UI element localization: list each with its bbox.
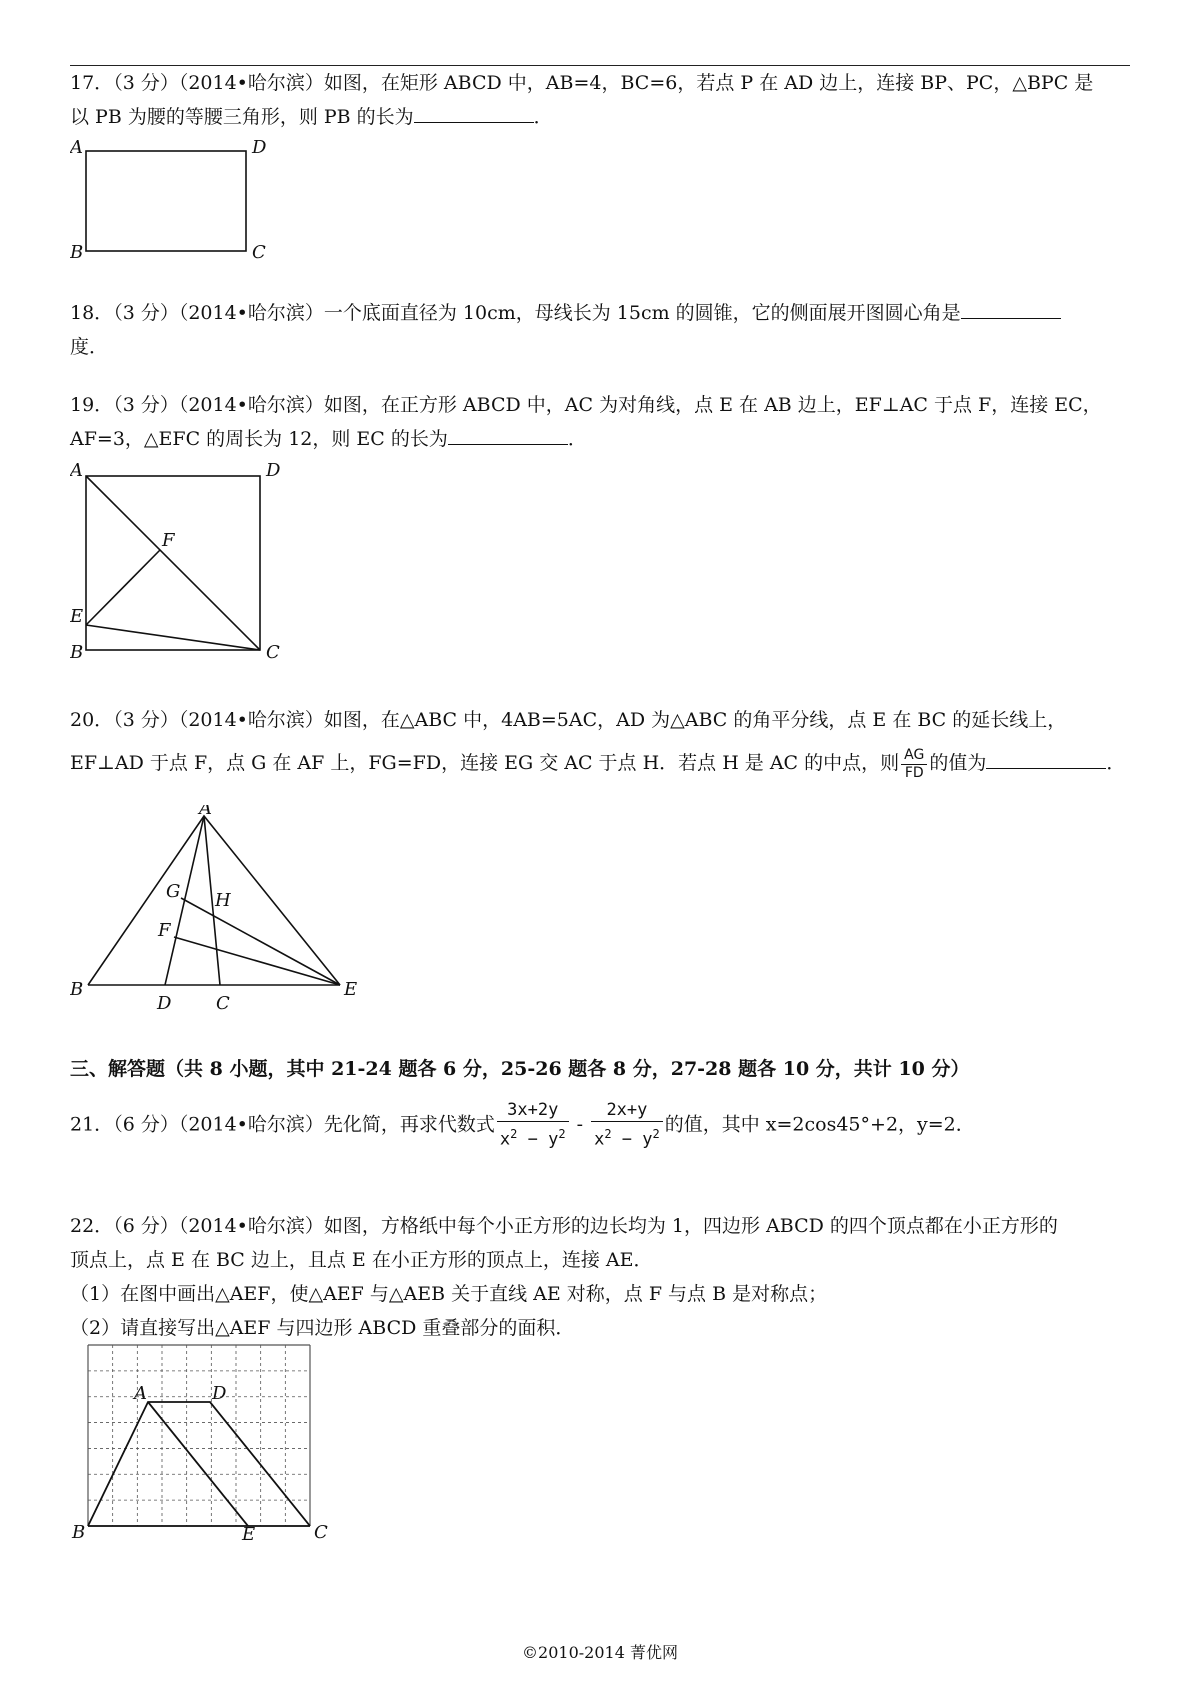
- fraction-numerator: 3x+2y: [497, 1099, 569, 1122]
- punctuation: ．: [567, 428, 587, 450]
- question-number: 20．: [70, 709, 114, 731]
- minus-sign: -: [570, 1113, 590, 1136]
- question-number: 17．: [70, 72, 114, 94]
- answer-blank[interactable]: [961, 296, 1061, 319]
- question-text: 度．: [70, 336, 109, 358]
- question-number: 18．: [70, 302, 114, 324]
- fraction-denominator: FD: [904, 764, 924, 781]
- label-a: A: [70, 460, 83, 481]
- fraction-numerator: AG: [901, 747, 927, 765]
- question-22: [70, 1209, 1132, 1345]
- fraction-ag-fd: [901, 747, 927, 782]
- label-h: H: [215, 890, 231, 911]
- figure-rectangle-abcd: [70, 135, 270, 264]
- label-c: C: [314, 1522, 328, 1543]
- question-source: （6 分）（2014•哈尔滨）: [113, 1215, 324, 1237]
- question-text: 如图，在正方形 ABCD 中，AC 为对角线，点 E 在 AB 边上，EF⊥AC 于点 F，连接 EC，: [323, 394, 1102, 416]
- fraction-1: [497, 1099, 569, 1152]
- question-source: （3 分）（2014•哈尔滨）: [113, 394, 324, 416]
- question-source: （3 分）（2014•哈尔滨）: [113, 72, 324, 94]
- segment-ec: [86, 625, 260, 650]
- segment-ae: [148, 1402, 248, 1526]
- segment-fe: [174, 937, 340, 985]
- diagonal-ac: [86, 476, 260, 650]
- question-text: 顶点上，点 E 在 BC 边上，且点 E 在小正方形的顶点上，连接 AE．: [70, 1249, 653, 1271]
- question-source: （6 分）（2014•哈尔滨）: [113, 1113, 324, 1136]
- label-e: E: [344, 979, 358, 1000]
- label-f: F: [162, 530, 175, 551]
- fraction-denominator: $x^2 - y^2$: [594, 1127, 660, 1150]
- question-text: EF⊥AD 于点 F，点 G 在 AF 上，FG=FD，连接 EG 交 AC 于点 H．若点 H 是 AC 的中点，则: [70, 752, 900, 774]
- answer-blank[interactable]: [414, 100, 534, 123]
- label-b: B: [72, 1522, 86, 1543]
- question-number: 21．: [70, 1113, 114, 1136]
- fraction-denominator: $x^2 - y^2$: [499, 1127, 566, 1150]
- label-d: D: [266, 460, 281, 481]
- question-text: 一个底面直径为 10cm，母线长为 15cm 的圆锥，它的侧面展开图圆心角是: [323, 302, 961, 324]
- label-b: B: [70, 642, 84, 663]
- fraction-2: [591, 1099, 663, 1152]
- sides-ab-ae: [88, 816, 340, 985]
- question-part-1: （1）在图中画出△AEF，使△AEF 与△AEB 关于直线 AE 对称，点 F 与点 B 是对称点；: [70, 1283, 828, 1305]
- question-19: [70, 388, 1132, 456]
- label-e: E: [242, 1524, 256, 1543]
- question-text: 如图，方格纸中每个小正方形的边长均为 1，四边形 ABCD 的四个顶点都在小正方形的: [323, 1215, 1058, 1237]
- grid-lines: [88, 1345, 310, 1526]
- segment-ge: [181, 898, 340, 985]
- label-a: A: [70, 137, 83, 158]
- label-g: G: [166, 881, 181, 902]
- answer-blank[interactable]: [448, 422, 568, 445]
- rectangle-shape: [86, 151, 246, 251]
- punctuation: ．: [1106, 752, 1126, 774]
- question-text: 的值为: [929, 752, 987, 774]
- question-20-line2: [70, 746, 1132, 782]
- question-part-2: （2）请直接写出△AEF 与四边形 ABCD 重叠部分的面积．: [70, 1317, 575, 1339]
- label-a: A: [134, 1383, 147, 1404]
- label-c: C: [266, 642, 280, 663]
- label-b: B: [70, 979, 84, 1000]
- label-d: D: [157, 993, 172, 1014]
- label-c: C: [216, 993, 230, 1014]
- question-number: 22．: [70, 1215, 114, 1237]
- label-f: F: [158, 920, 171, 941]
- question-text: 以 PB 为腰的等腰三角形，则 PB 的长为: [70, 106, 414, 128]
- question-text: 如图，在△ABC 中，4AB=5AC，AD 为△ABC 的角平分线，点 E 在 BC 的延长线上，: [323, 709, 1067, 731]
- figure-triangle-abc: [70, 805, 370, 1024]
- label-d: D: [212, 1383, 227, 1404]
- label-e: E: [70, 606, 84, 627]
- question-source: （3 分）（2014•哈尔滨）: [113, 709, 324, 731]
- label-b: B: [70, 242, 84, 260]
- punctuation: ．: [533, 106, 553, 128]
- label-c: C: [252, 242, 266, 260]
- question-20: [70, 703, 1132, 737]
- question-number: 19．: [70, 394, 114, 416]
- label-d: D: [252, 137, 267, 158]
- section-heading: 三、解答题（共 8 小题，其中 21-24 题各 6 分，25-26 题各 8 分，27-28 题各 10 分，共计 10 分）: [70, 1058, 970, 1080]
- label-a: A: [199, 805, 212, 819]
- question-text: 的值，其中 x=2cos45°+2，y=2．: [664, 1113, 975, 1136]
- answer-blank[interactable]: [986, 746, 1106, 769]
- question-text: 先化简，再求代数式: [323, 1113, 495, 1136]
- segment-ef: [86, 550, 160, 625]
- question-18: [70, 296, 1132, 364]
- question-21: [70, 1099, 1132, 1152]
- footer-copyright: ©2010-2014 菁优网: [522, 1643, 678, 1662]
- fraction-numerator: 2x+y: [591, 1099, 663, 1122]
- question-source: （3 分）（2014•哈尔滨）: [113, 302, 324, 324]
- figure-grid-abcd: [70, 1343, 350, 1547]
- question-text: AF=3，△EFC 的周长为 12，则 EC 的长为: [70, 428, 448, 450]
- figure-square-abcd: [70, 458, 300, 672]
- question-17: [70, 66, 1132, 134]
- question-text: 如图，在矩形 ABCD 中，AB=4，BC=6，若点 P 在 AD 边上，连接 BP、PC，△BPC 是: [323, 72, 1094, 94]
